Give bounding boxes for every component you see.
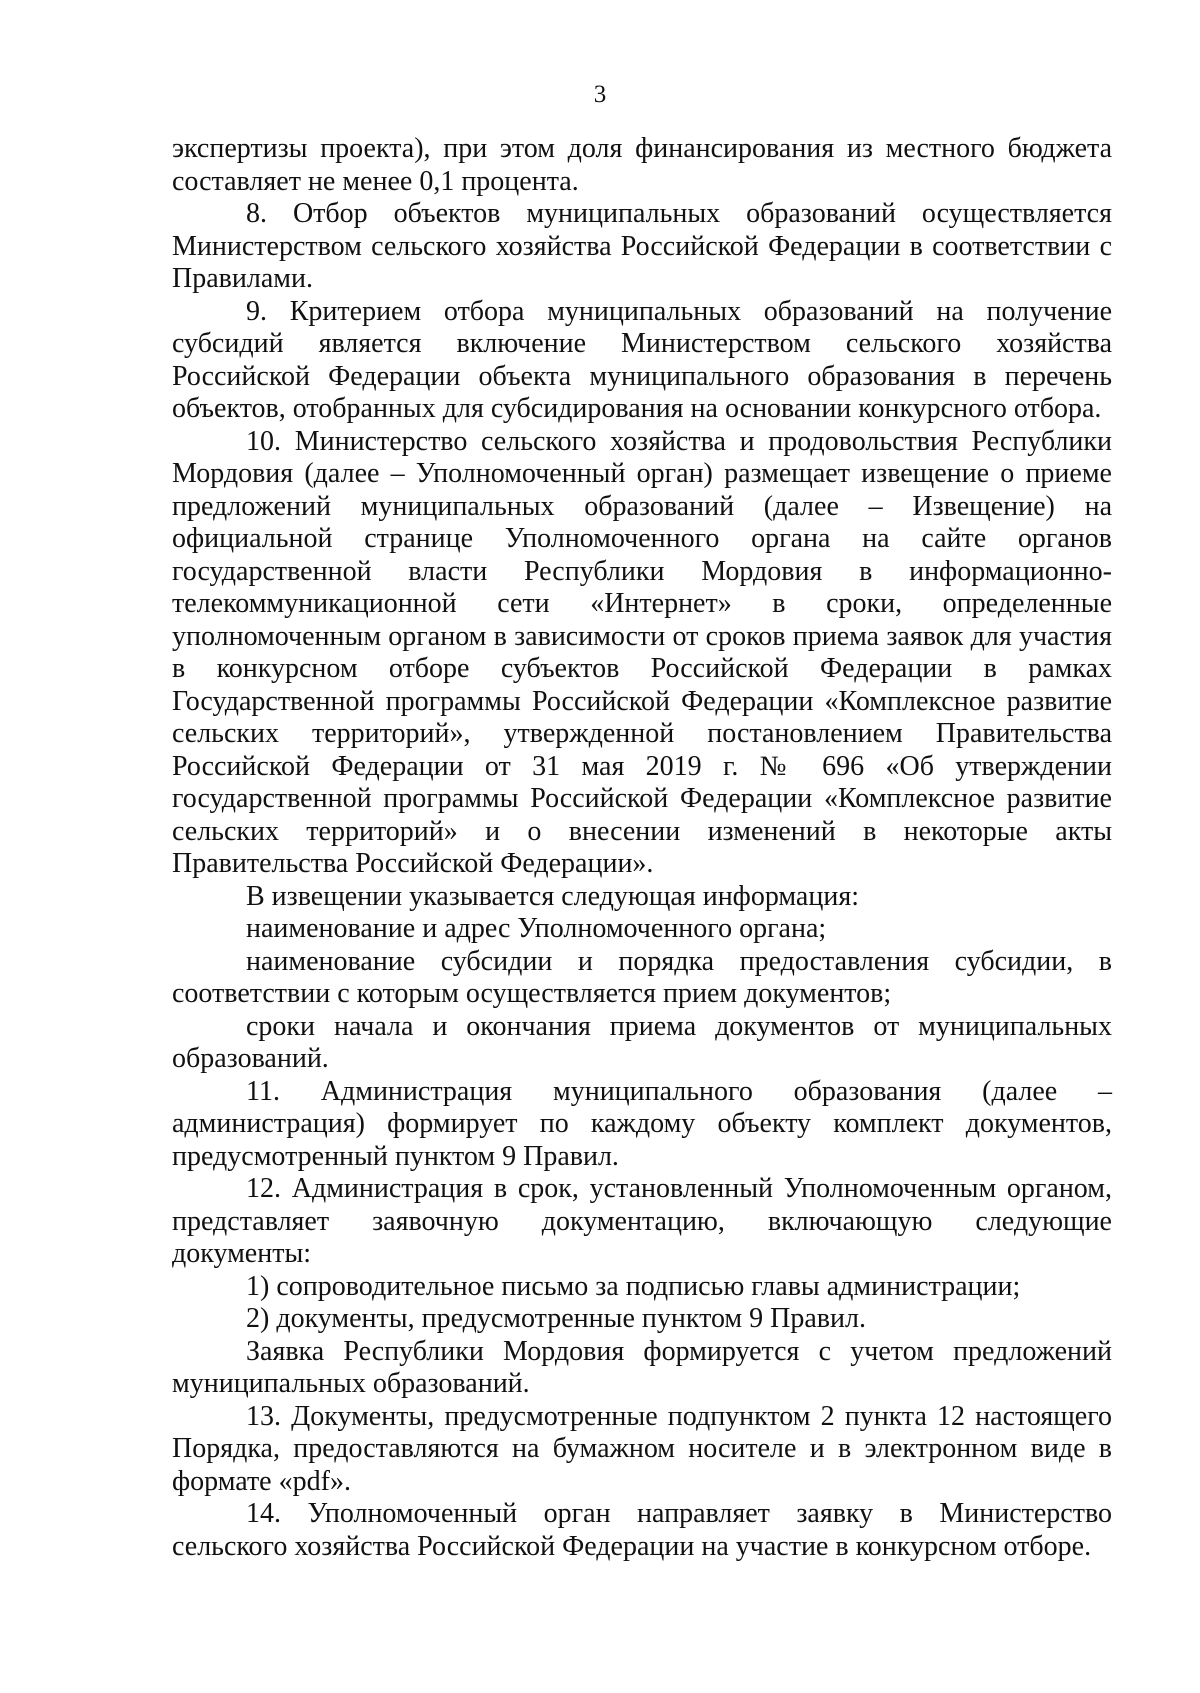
paragraph-notice-intro: В извещении указывается следующая информация:: [246, 880, 859, 912]
paragraph-notice-item: наименование и адрес Уполномоченного органа;: [246, 913, 827, 944]
paragraph-item-12: 12. Администрация в срок, установленный Уполномоченным органом, представляет заявочную документацию, включающую следующие документы:: [172, 1173, 1112, 1269]
paragraph-list-item: 1) сопроводительное письмо за подписью главы администрации;: [246, 1270, 1021, 1302]
paragraph-notice-item: сроки начала и окончания приема документов от муниципальных образований.: [172, 1010, 1112, 1074]
paragraph-item-9: 9. Критерием отбора муниципальных образований на получение субсидий является включение Министерством сельского хозяйства Российской Федерации объекта муниципального образования в перечень объектов, отобранных для субсидирования на основании конкурсного отбора.: [172, 295, 1112, 424]
document-body: [172, 133, 1112, 1563]
paragraph-application-note: Заявка Республики Мордовия формируется с учетом предложений муниципальных образований.: [172, 1335, 1112, 1399]
paragraph-item-8: 8. Отбор объектов муниципальных образований осуществляется Министерством сельского хозяйства Российской Федерации в соответствии с Правилами.: [172, 198, 1112, 294]
page-number: 3: [593, 81, 607, 108]
paragraph-continuation: экспертизы проекта), при этом доля финансирования из местного бюджета составляет не менее 0,1 процента.: [172, 133, 1112, 197]
paragraph-item-11: 11. Администрация муниципального образования (далее – администрация) формирует по каждому объекту комплект документов, предусмотренный пунктом 9 Правил.: [172, 1075, 1112, 1172]
paragraph-item-13: 13. Документы, предусмотренные подпунктом 2 пункта 12 настоящего Порядка, предоставляются на бумажном носителе и в электронном виде в формате «pdf».: [172, 1400, 1112, 1497]
paragraph-item-10: 10. Министерство сельского хозяйства и продовольствия Республики Мордовия (далее – Уполномоченный орган) размещает извещение о приеме предложений муниципальных образований (далее – Извещение) на официальной странице Уполномоченного органа на сайте органов государственной власти Республики Мордовия в информационно-телекоммуникационной сети «Интернет» в сроки, определенные уполномоченным органом в зависимости от сроков приема заявок для участия в конкурсном отборе субъектов Российской Федерации в рамках Государственной программы Российской Федерации «Комплексное развитие сельских территорий», утвержденной постановлением Правительства Российской Федерации от 31 мая 2019 г. № 696 «Об утверждении государственной программы Российской Федерации «Комплексное развитие сельских территорий» и о внесении изменений в некоторые акты Правительства Российской Федерации».: [172, 425, 1112, 879]
paragraph-list-item: 2) документы, предусмотренные пунктом 9 Правил.: [246, 1303, 866, 1334]
paragraph-notice-item: наименование субсидии и порядка предоставления субсидии, в соответствии с которым осуществляется прием документов;: [172, 945, 1112, 1009]
paragraph-item-14: 14. Уполномоченный орган направляет заявку в Министерство сельского хозяйства Российской Федерации на участие в конкурсном отборе.: [172, 1498, 1112, 1562]
